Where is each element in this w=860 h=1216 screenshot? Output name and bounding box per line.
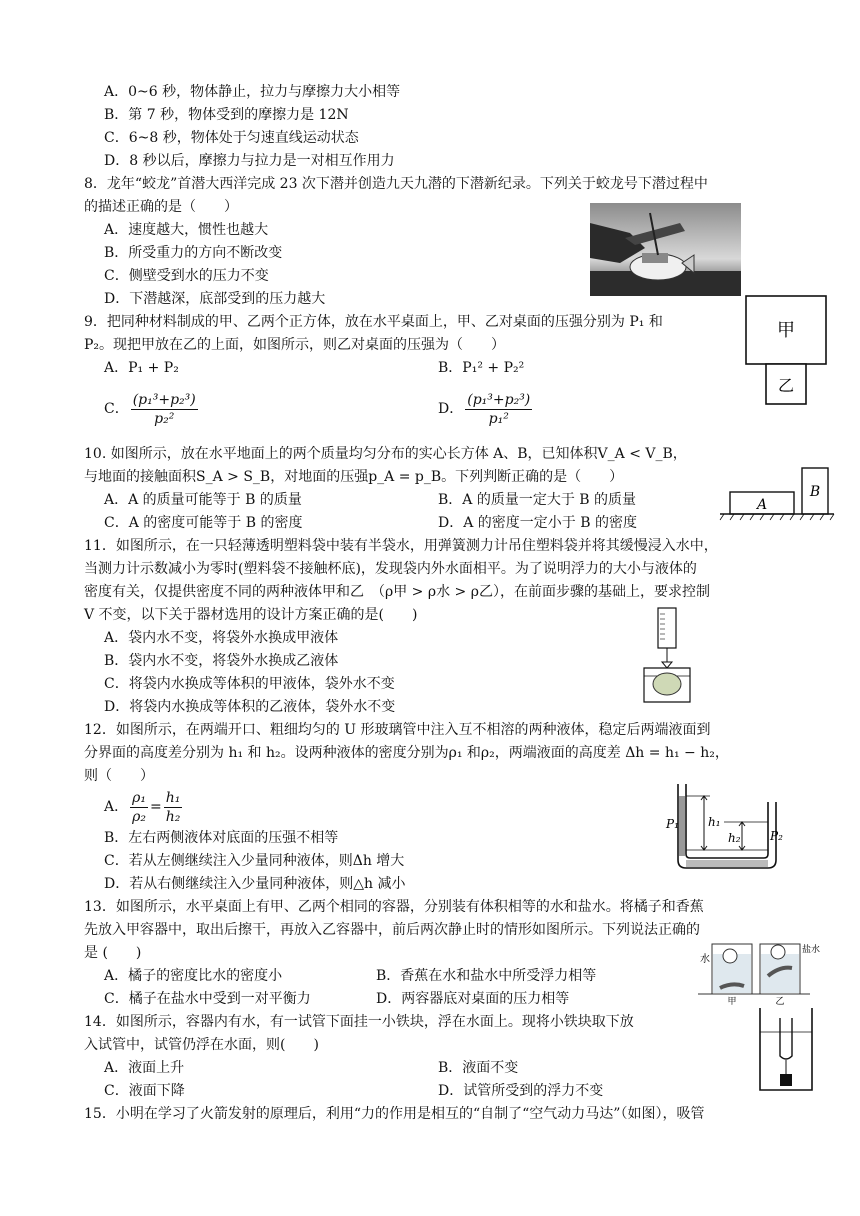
q11-stem-line2: 当测力计示数减小为零时(塑料袋不接触杯底)，发现袋内外水面相平。为了说明浮力的大小与液体的 xyxy=(84,561,697,577)
q10-option-c: C．A 的密度可能等于 B 的密度 xyxy=(104,515,303,531)
q7-option-d: D．8 秒以后，摩擦力与拉力是一对相互作用力 xyxy=(104,153,395,169)
q9-stem-line1: 9．把同种材料制成的甲、乙两个正方体，放在水平桌面上，甲、乙对桌面的压强分别为 P₁ 和 xyxy=(84,314,663,330)
q12-h2: h₂ xyxy=(165,808,181,825)
q13-option-a: A．橘子的密度比水的密度小 xyxy=(104,968,283,984)
q9-c-numerator: (p₁³+p₂³) xyxy=(132,391,196,408)
q9-d-numerator: (p₁³+p₂³) xyxy=(467,391,531,408)
u-tube-h2-label: h₂ xyxy=(728,831,741,845)
u-tube-h1-label: h₁ xyxy=(708,815,721,829)
q8-stem-line2: 的描述正确的是（ ） xyxy=(84,199,238,215)
q9-option-c xyxy=(104,390,200,428)
container-jia-label: 甲 xyxy=(727,997,737,1007)
water-label: 水 xyxy=(700,954,710,965)
q13-stem-line2: 先放入甲容器中，取出后擦干，再放入乙容器中，前后两次静止时的情形如图所示。下列说法正确的 xyxy=(84,922,700,938)
test-tube-figure xyxy=(756,1004,816,1094)
u-tube-figure xyxy=(664,780,790,872)
q11-stem-line1: 11．如图所示，在一只轻薄透明塑料袋中装有半袋水，用弹簧测力计吊住塑料袋并将其缓慢浸入水中， xyxy=(84,538,718,554)
q9-option-a: A．P₁ + P₂ xyxy=(104,360,179,376)
q8-stem-line1: 8．龙年“蛟龙”首潜大西洋完成 23 次下潜并创造九天九潜的下潜新纪录。下列关于蛟龙号下潜过程中 xyxy=(84,176,708,192)
submersible-photo xyxy=(590,203,741,296)
q12-rho-fraction xyxy=(130,789,148,826)
q12-h-fraction xyxy=(164,789,183,826)
q9-d-denominator: p₁² xyxy=(488,410,509,427)
q10-option-a: A．A 的质量可能等于 B 的质量 xyxy=(104,492,302,508)
q8-option-c: C．侧壁受到水的压力不变 xyxy=(104,268,269,284)
q14-option-d: D．试管所受到的浮力不变 xyxy=(438,1083,604,1099)
q11-option-c: C．将袋内水换成等体积的甲液体，袋外水不变 xyxy=(104,676,395,692)
stacked-cubes-figure xyxy=(744,294,828,410)
container-yi-label: 乙 xyxy=(775,997,785,1007)
q14-option-b: B．液面不变 xyxy=(438,1060,519,1076)
blocks-ab-figure xyxy=(718,464,836,522)
q13-option-d: D．两容器底对桌面的压力相等 xyxy=(376,991,570,1007)
cube-jia-label: 甲 xyxy=(777,320,795,341)
q8-option-d: D．下潜越深，底部受到的压力越大 xyxy=(104,291,326,307)
q9-option-d-label: D． xyxy=(438,401,464,417)
q12-stem-line3: 则（ ） xyxy=(84,768,154,784)
q12-equals: = xyxy=(149,799,162,815)
q8-option-b: B．所受重力的方向不断改变 xyxy=(104,245,283,261)
q11-option-d: D．将袋内水换成等体积的乙液体，袋外水不变 xyxy=(104,699,396,715)
q11-option-b: B．袋内水不变，将袋外水换成乙液体 xyxy=(104,653,339,669)
q11-stem-line3: 密度有关，仅提供密度不同的两种液体甲和乙 （ρ甲 > ρ水 > ρ乙），在前面步骤的基础上，要求控制 xyxy=(84,584,710,600)
q13-option-c: C．橘子在盐水中受到一对平衡力 xyxy=(104,991,311,1007)
q10-option-b: B．A 的质量一定大于 B 的质量 xyxy=(438,492,637,508)
u-tube-p1-label: P₁ xyxy=(666,817,679,831)
fruit-containers-figure xyxy=(698,938,821,1007)
q14-option-a: A．液面上升 xyxy=(104,1060,185,1076)
u-tube-p2-label: P₂ xyxy=(770,829,783,843)
q9-stem-line2: P₂。现把甲放在乙的上面，如图所示，则乙对桌面的压强为（ ） xyxy=(84,337,506,353)
cube-yi-label: 乙 xyxy=(777,376,795,395)
q7-option-b: B．第 7 秒，物体受到的摩擦力是 12N xyxy=(104,107,349,123)
q15-stem-line1: 15．小明在学习了火箭发射的原理后，利用“力的作用是相互的“自制了“空气动力马达”（如图），吸管 xyxy=(84,1106,705,1122)
q9-c-denominator: p₂² xyxy=(154,410,175,427)
q14-option-c: C．液面下降 xyxy=(104,1083,185,1099)
q12-option-a-label: A． xyxy=(104,799,129,815)
q13-stem-line1: 13．如图所示，水平桌面上有甲、乙两个相同的容器，分别装有体积相等的水和盐水。将橘子和香蕉 xyxy=(84,899,704,915)
q12-option-d: D．若从右侧继续注入少量同种液体，则△h 减小 xyxy=(104,876,406,892)
q10-option-d: D．A 的密度一定小于 B 的密度 xyxy=(438,515,637,531)
q10-stem-line2: 与地面的接触面积S_A > S_B，对地面的压强p_A = p_B。下列判断正确的是（ ） xyxy=(84,469,624,485)
salt-water-label-top: 盐水 xyxy=(802,945,821,955)
q13-option-b: B．香蕉在水和盐水中所受浮力相等 xyxy=(376,968,597,984)
q9-option-c-label: C． xyxy=(104,401,129,417)
block-b-label: B xyxy=(809,484,821,500)
q9-option-d-fraction xyxy=(465,391,532,428)
q10-stem-line1: 10. 如图所示，放在水平地面上的两个质量均匀分布的实心长方体 A、B，已知体积V_A < V_B， xyxy=(84,446,687,462)
q8-option-a: A．速度越大，惯性也越大 xyxy=(104,222,269,238)
q13-stem-line3: 是 ( ) xyxy=(84,945,142,961)
q14-stem-line2: 入试管中，试管仍浮在水面，则( ) xyxy=(84,1037,319,1053)
q11-stem-line4: V 不变，以下关于器材选用的设计方案正确的是( ) xyxy=(84,607,418,623)
block-a-label: A xyxy=(756,497,768,513)
q7-option-c: C．6~8 秒，物体处于匀速直线运动状态 xyxy=(104,130,359,146)
q9-option-b: B．P₁² + P₂² xyxy=(438,360,525,376)
q14-stem-line1: 14．如图所示，容器内有水，有一试管下面挂一小铁块，浮在水面上。现将小铁块取下放 xyxy=(84,1014,634,1030)
q7-option-a: A．0~6 秒，物体静止，拉力与摩擦力大小相等 xyxy=(104,84,401,100)
q12-h1: h₁ xyxy=(165,789,181,806)
q9-option-d xyxy=(438,390,534,428)
q12-option-b: B．左右两侧液体对底面的压强不相等 xyxy=(104,830,339,846)
q11-option-a: A．袋内水不变，将袋外水换成甲液体 xyxy=(104,630,339,646)
q12-stem-line2: 分界面的高度差分别为 h₁ 和 h₂。设两种液体的密度分别为ρ₁ 和ρ₂，两端液面的高度差 Δh = h₁ − h₂， xyxy=(84,745,729,761)
q9-option-c-fraction xyxy=(131,391,198,428)
q12-rho1: ρ₁ xyxy=(132,789,146,806)
q12-option-a xyxy=(104,788,184,826)
spring-scale-bag-figure xyxy=(638,606,698,710)
q12-option-c: C．若从左侧继续注入少量同种液体，则Δh 增大 xyxy=(104,853,405,869)
q12-stem-line1: 12．如图所示，在两端开口、粗细均匀的 U 形玻璃管中注入互不相溶的两种液体，稳定后两端液面到 xyxy=(84,722,711,738)
q12-rho2: ρ₂ xyxy=(132,808,146,825)
